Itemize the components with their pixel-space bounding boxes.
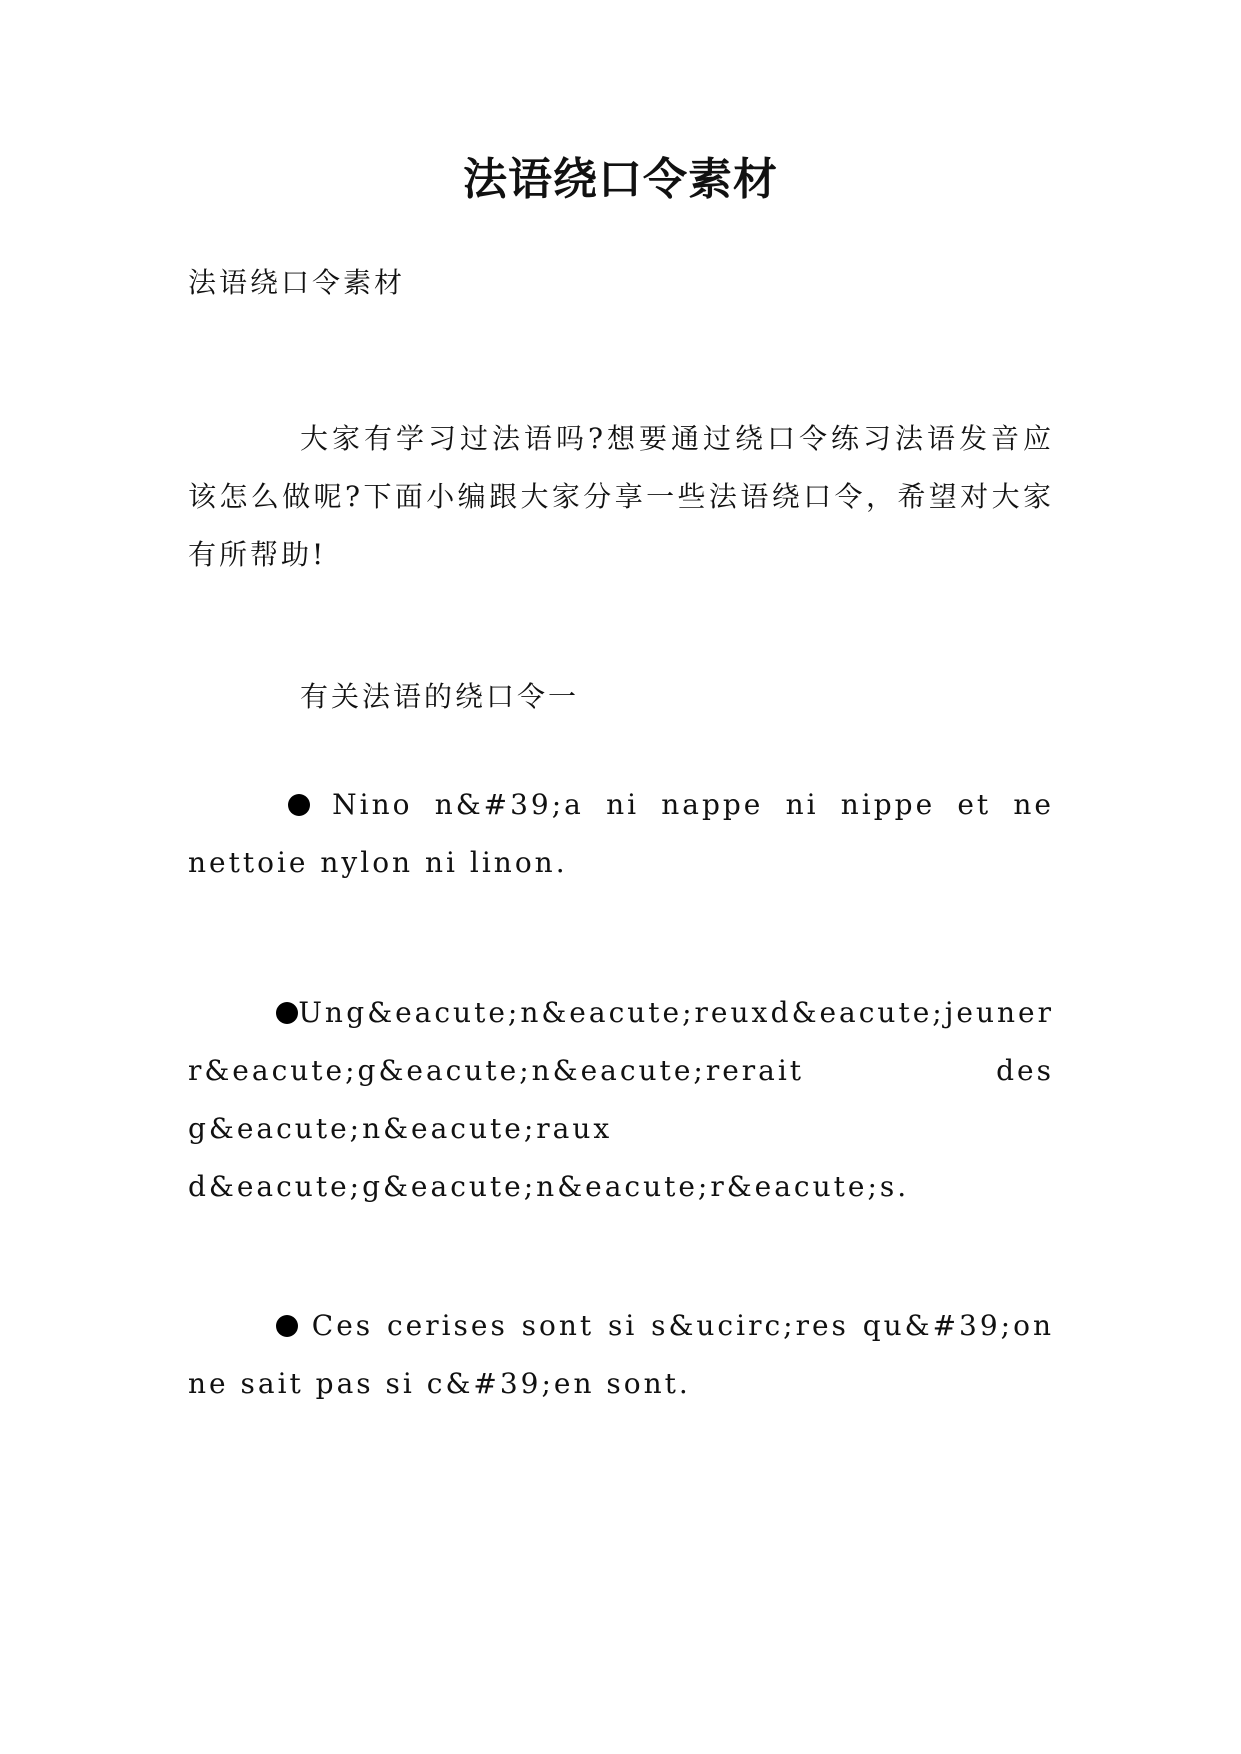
word: r&eacute;g&eacute;n&eacute;rerait [188,1054,805,1087]
bullet-2-third-line: g&eacute;n&eacute;raux [188,1112,613,1145]
bullet-dot-icon [276,1315,298,1337]
word: nappe [661,788,764,821]
bullet-item-2 [188,984,1054,1216]
bullet-3-first-line [188,1297,1054,1355]
bullet-item-3 [188,1297,1054,1413]
word: sont [521,1309,595,1342]
word: g&eacute;n&eacute;reux [346,996,771,1029]
word: ni [785,788,819,821]
word: Ces [311,1309,374,1342]
word: cerises [386,1309,508,1342]
word: nippe [840,788,936,821]
word: ne [1013,788,1054,821]
bullet-item-1 [188,776,1054,892]
intro-paragraph: 大家有学习过法语吗?想要通过绕口令练习法语发音应该怎么做呢?下面小编跟大家分享一些法语绕口令，希望对大家有所帮助! [188,422,1054,571]
bullet-dot-icon [276,1002,298,1024]
bullet-2-first-line [188,984,1054,1042]
word: ni [606,788,640,821]
bullet-1-continuation: nettoie nylon ni linon. [188,846,568,879]
word: et [957,788,992,821]
word: n&#39;a [434,788,584,821]
word: d&eacute;jeuner [770,996,1054,1029]
word: s&ucirc;res [651,1309,849,1342]
bullet-dot-icon [288,794,310,816]
page-title: 法语绕口令素材 [463,154,778,205]
word: des [996,1054,1054,1087]
bullet-2-second-line [188,1042,1054,1100]
bullet-1-first-line [188,776,1054,834]
word: Nino [332,788,413,821]
subtitle: 法语绕口令素材 [188,266,406,299]
word: si [607,1309,638,1342]
word: Un [298,996,346,1029]
bullet-2-fourth-line: d&eacute;g&eacute;n&eacute;r&eacute;s. [188,1170,910,1203]
word: qu&#39;on [862,1309,1054,1342]
section-heading: 有关法语的绕口令一 [300,680,580,713]
bullet-3-continuation: ne sait pas si c&#39;en sont. [188,1367,691,1400]
